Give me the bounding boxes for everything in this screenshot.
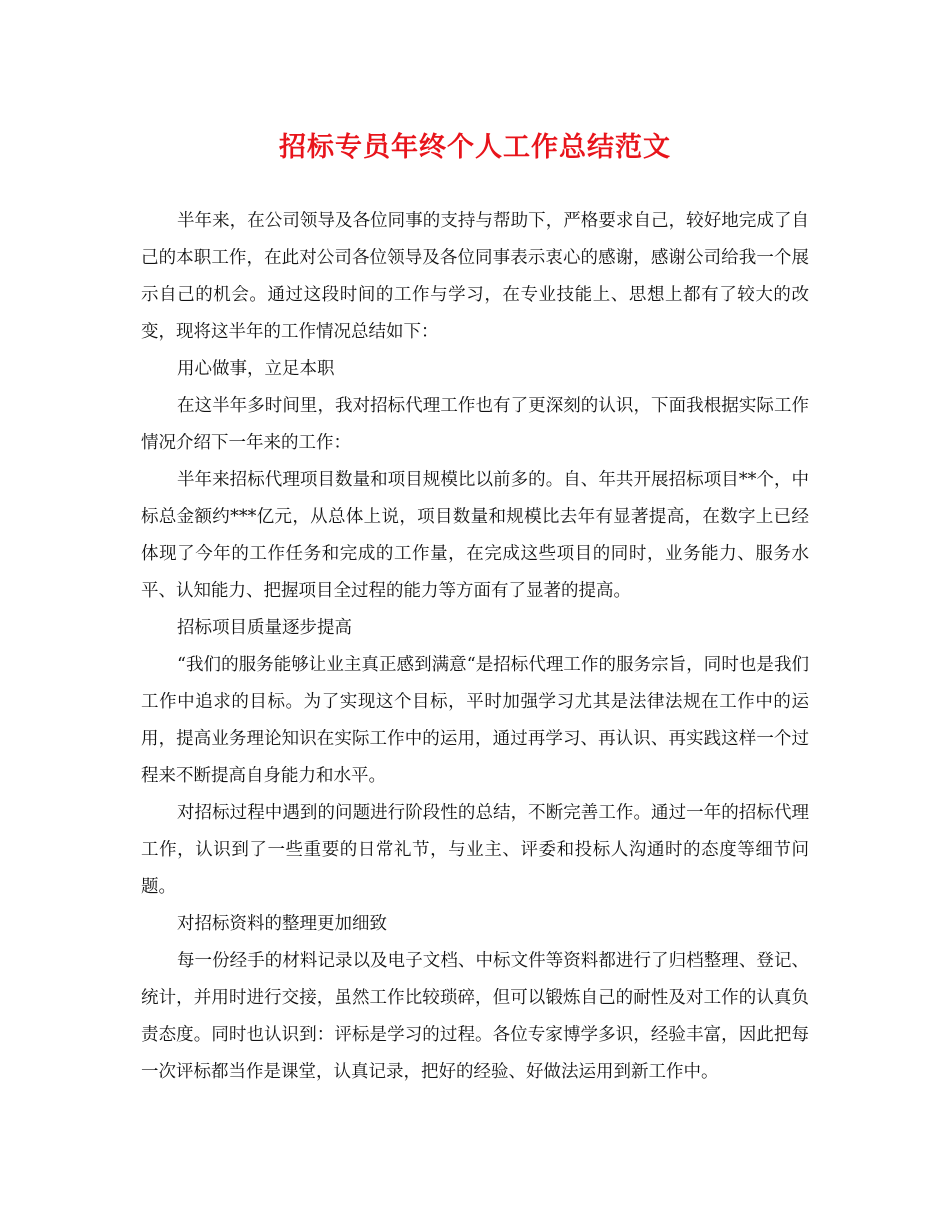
document-title: 招标专员年终个人工作总结范文 (279, 132, 671, 163)
paragraph-service-goal: “我们的服务能够让业主真正感到满意“是招标代理工作的服务宗旨，同时也是我们工作中追求的目标。为了实现这个目标，平时加强学习尤其是法律法规在工作中的运用，提高业务理论知识在实际工作中的运用，通过再学习、再认识、再实践这样一个过程来不断提高自身能力和水平。 (141, 655, 809, 786)
section-heading-quality: 招标项目质量逐步提高 (177, 618, 352, 638)
paragraph-understanding: 在这半年多时间里，我对招标代理工作也有了更深刻的认识，下面我根据实际工作情况介绍下一年来的工作： (141, 396, 809, 453)
section-heading-documents: 对招标资料的整理更加细致 (177, 914, 387, 934)
document-body (141, 203, 809, 1091)
section-heading-diligence: 用心做事，立足本职 (177, 359, 335, 379)
paragraph-archiving: 每一份经手的材料记录以及电子文档、中标文件等资料都进行了归档整理、登记、统计，并用时进行交接，虽然工作比较琐碎，但可以锻炼自己的耐性及对工作的认真负责态度。同时也认识到：评标是学习的过程。各位专家博学多识，经验丰富，因此把每一次评标都当作是课堂，认真记录，把好的经验、好做法运用到新工作中。 (141, 951, 809, 1082)
paragraph-project-volume: 半年来招标代理项目数量和项目规模比以前多的。自、年共开展招标项目**个，中标总金额约***亿元，从总体上说，项目数量和规模比去年有显著提高，在数字上已经体现了今年的工作任务和完成的工作量，在完成这些项目的同时，业务能力、服务水平、认知能力、把握项目全过程的能力等方面有了显著的提高。 (141, 470, 809, 601)
paragraph-summary-issues: 对招标过程中遇到的问题进行阶段性的总结，不断完善工作。通过一年的招标代理工作，认识到了一些重要的日常礼节，与业主、评委和投标人沟通时的态度等细节问题。 (141, 803, 809, 897)
paragraph-intro: 半年来，在公司领导及各位同事的支持与帮助下，严格要求自己，较好地完成了自己的本职工作，在此对公司各位领导及各位同事表示衷心的感谢，感谢公司给我一个展示自己的机会。通过这段时间的工作与学习，在专业技能上、思想上都有了较大的改变，现将这半年的工作情况总结如下： (141, 211, 809, 342)
